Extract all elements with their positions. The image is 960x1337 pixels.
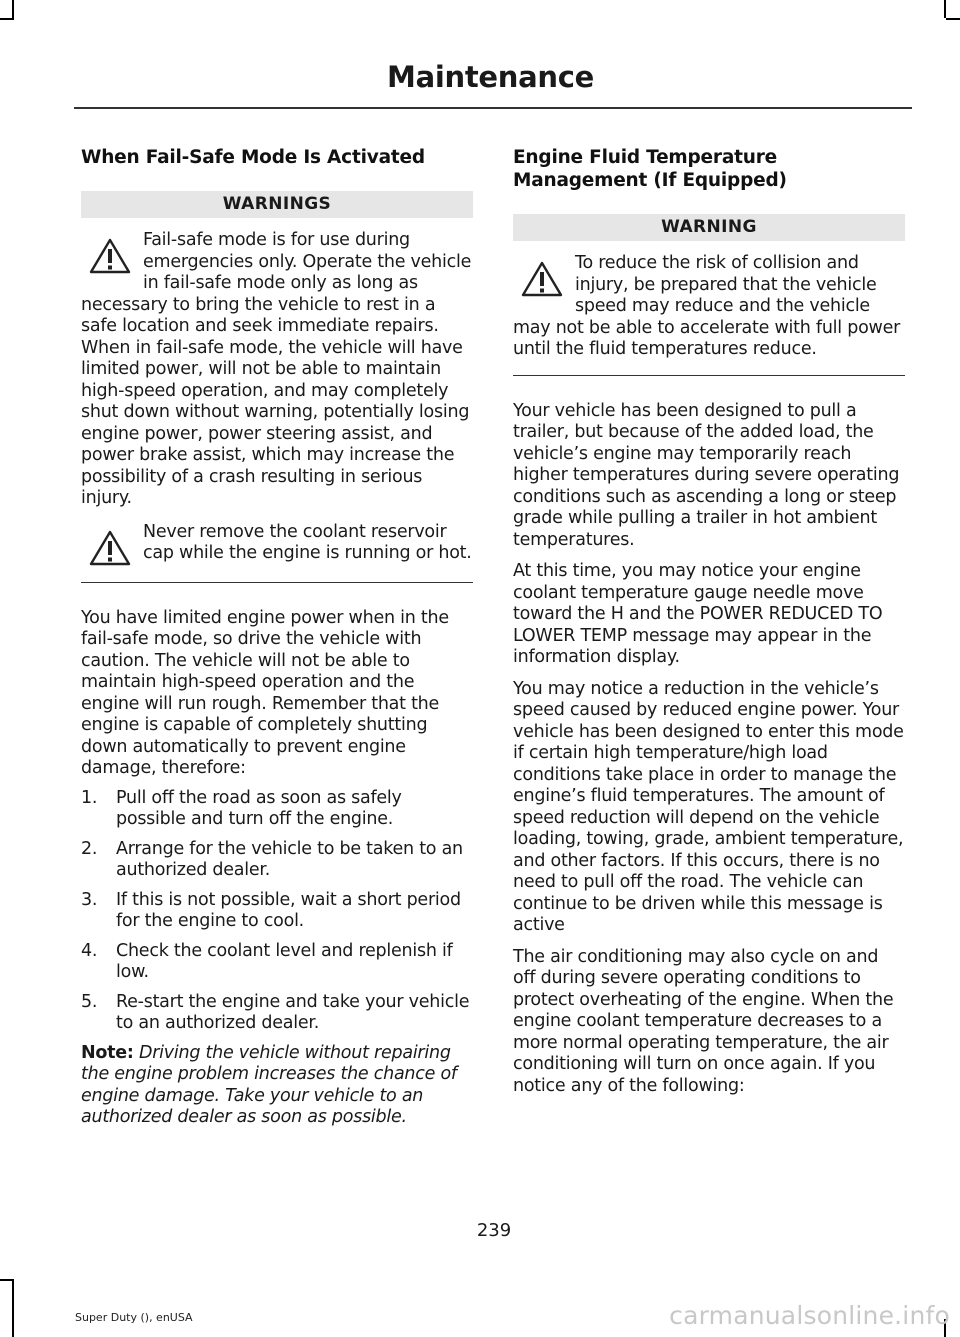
list-item: 5. Re-start the engine and take your vehicle to an authorized dealer. — [81, 991, 470, 1033]
list-item: 3. If this is not possible, wait a short period for the engine to cool. — [81, 889, 461, 931]
list-item: 4. Check the coolant level and replenish if low. — [81, 940, 453, 982]
header-divider — [74, 107, 912, 109]
body-paragraph: The air conditioning may also cycle on and off during severe operating conditions to protect overheating of the engine. When the engine coolant temperature decreases to a more normal operating temperature, the air conditioning will turn on once again. If you notice any of the following: — [513, 946, 894, 1096]
note — [81, 1043, 473, 1129]
warning-item — [513, 253, 905, 361]
crop-mark — [0, 18, 14, 20]
watermark: carmanualsonline.info — [669, 1301, 950, 1330]
page-title: Maintenance — [387, 60, 594, 94]
list-item: 2. Arrange for the vehicle to be taken to an authorized dealer. — [81, 838, 463, 880]
warning-text: Fail-safe mode is for use during emergencies only. Operate the vehicle in fail-safe mode only as long as necessary to bring the vehicle to rest in a safe location and seek immediate repairs. When in fail-safe mode, the vehicle will have limited power, will not be able to maintain high-speed operation, and may completely shut down without warning, potentially losing engine power, power steering assist, and power brake assist, which may increase the possibility of a crash resulting in serious injury. — [81, 230, 472, 508]
body-paragraph: At this time, you may notice your engine coolant temperature gauge needle move toward the H and the POWER REDUCED TO LOWER TEMP message may appear in the information display. — [513, 561, 883, 667]
document-info: Super Duty (), enUSA — [75, 1311, 193, 1324]
section-heading: When Fail-Safe Mode Is Activated — [81, 147, 425, 168]
crop-mark — [12, 1281, 14, 1337]
warning-triangle-icon — [521, 261, 563, 297]
warning-text: Never remove the coolant reservoir cap while the engine is running or hot. — [143, 521, 472, 563]
warning-label: WARNING — [513, 214, 905, 241]
right-column — [513, 146, 905, 1097]
page-number: 239 — [476, 1220, 512, 1241]
warnings-label: WARNINGS — [81, 191, 473, 218]
note-label: Note: — [81, 1042, 134, 1063]
crop-mark — [944, 0, 946, 18]
note-text: Driving the vehicle without repairing the engine problem increases the chance of engine damage. Take your vehicle to an authorized dealer as soon as possible. — [81, 1042, 457, 1127]
list-item: 1. Pull off the road as soon as safely possible and turn off the engine. — [81, 787, 402, 829]
warning-item — [81, 522, 473, 568]
warning-block — [81, 191, 473, 583]
body-paragraph: Your vehicle has been designed to pull a trailer, but because of the added load, the vehicle’s engine may temporarily reach higher temperatures during severe operating conditions such as ascending a long or steep grade while pulling a trailer in hot ambient temperatures. — [513, 400, 900, 550]
crop-mark — [946, 18, 960, 20]
numbered-list — [81, 788, 473, 1035]
warning-item — [81, 230, 473, 510]
crop-mark — [12, 0, 14, 18]
body-paragraph: You may notice a reduction in the vehicle’s speed caused by reduced engine power. Your vehicle has been designed to enter this mode if certain high temperature/high load conditions take place in order to manage the engine’s fluid temperatures. The amount of speed reduction will depend on the vehicle loading, towing, grade, ambient temperature, and other factors. If this occurs, there is no need to pull off the road. The vehicle can continue to be driven while this message is active — [513, 678, 904, 935]
warning-block — [513, 214, 905, 376]
body-paragraph: You have limited engine power when in the fail-safe mode, so drive the vehicle with caution. The vehicle will not be able to maintain high-speed operation and the engine will run rough. Remember that the engine is capable of completely shutting down automatically to prevent engine damage, therefore: — [81, 607, 449, 778]
warning-triangle-icon — [89, 530, 131, 566]
section-heading: Engine Fluid Temperature Management (If Equipped) — [513, 147, 787, 191]
warning-text: To reduce the risk of collision and injury, be prepared that the vehicle speed may reduce and the vehicle may not be able to accelerate with full power until the fluid temperatures reduce. — [513, 253, 901, 359]
warning-triangle-icon — [89, 238, 131, 274]
left-column — [81, 146, 473, 1129]
